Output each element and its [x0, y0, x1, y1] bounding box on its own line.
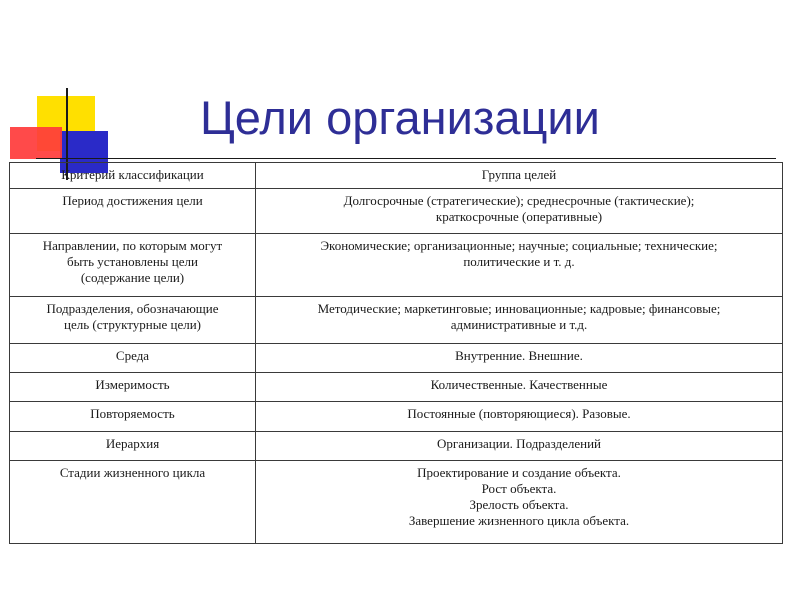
goal-group-cell — [256, 189, 783, 234]
goal-group-line: Завершение жизненного цикла объекта. — [408, 513, 630, 528]
goal-group-line: Экономические; организационные; научные; социальные; технические; — [320, 238, 718, 253]
table-row — [10, 461, 783, 544]
table-row — [10, 344, 783, 373]
goal-group-line: Зрелость объекта. — [469, 497, 569, 512]
criterion-cell: Стадии жизненного цикла — [10, 461, 256, 544]
criterion-line: Направлении, по которым могут — [42, 238, 223, 253]
slide-title: Цели организации — [200, 91, 600, 144]
goals-classification-table — [9, 162, 783, 544]
goal-group-cell — [256, 297, 783, 344]
table-row — [10, 189, 783, 234]
header-goal-group: Группа целей — [256, 163, 783, 189]
table-row — [10, 402, 783, 432]
decor-horizontal-line — [36, 158, 776, 159]
goal-group-cell: Постоянные (повторяющиеся). Разовые. — [256, 402, 783, 432]
goal-group-line: административные и т.д. — [450, 317, 588, 332]
criterion-cell: Измеримость — [10, 373, 256, 402]
goal-group-line: Рост объекта. — [481, 481, 557, 496]
goal-group-cell: Внутренние. Внешние. — [256, 344, 783, 373]
criterion-cell: Повторяемость — [10, 402, 256, 432]
goal-group-line: Проектирование и создание объекта. — [417, 465, 621, 480]
criterion-cell: Период достижения цели — [10, 189, 256, 234]
goal-group-line: Методические; маркетинговые; инновационные; кадровые; финансовые; — [317, 301, 721, 316]
decor-red-square — [10, 127, 62, 159]
criterion-line: цель (структурные цели) — [63, 317, 202, 332]
criterion-cell — [10, 234, 256, 297]
criterion-line: быть установлены цели — [67, 254, 198, 269]
goal-group-cell — [256, 461, 783, 544]
table-row — [10, 297, 783, 344]
goal-group-cell: Организации. Подразделений — [256, 432, 783, 461]
table-row — [10, 373, 783, 402]
table-row — [10, 432, 783, 461]
goal-group-line: краткосрочные (оперативные) — [435, 209, 603, 224]
table-row — [10, 234, 783, 297]
criterion-line: Подразделения, обозначающие — [46, 301, 219, 316]
criterion-cell: Среда — [10, 344, 256, 373]
criterion-line: (содержание цели) — [80, 270, 185, 285]
goal-group-line: Долгосрочные (стратегические); среднесрочные (тактические); — [343, 193, 695, 208]
table-header-row — [10, 163, 783, 189]
criterion-cell — [10, 297, 256, 344]
goal-group-line: политические и т. д. — [463, 254, 575, 269]
criterion-cell: Иерархия — [10, 432, 256, 461]
header-criterion: Критерий классификации — [10, 163, 256, 189]
goal-group-cell: Количественные. Качественные — [256, 373, 783, 402]
goal-group-cell — [256, 234, 783, 297]
